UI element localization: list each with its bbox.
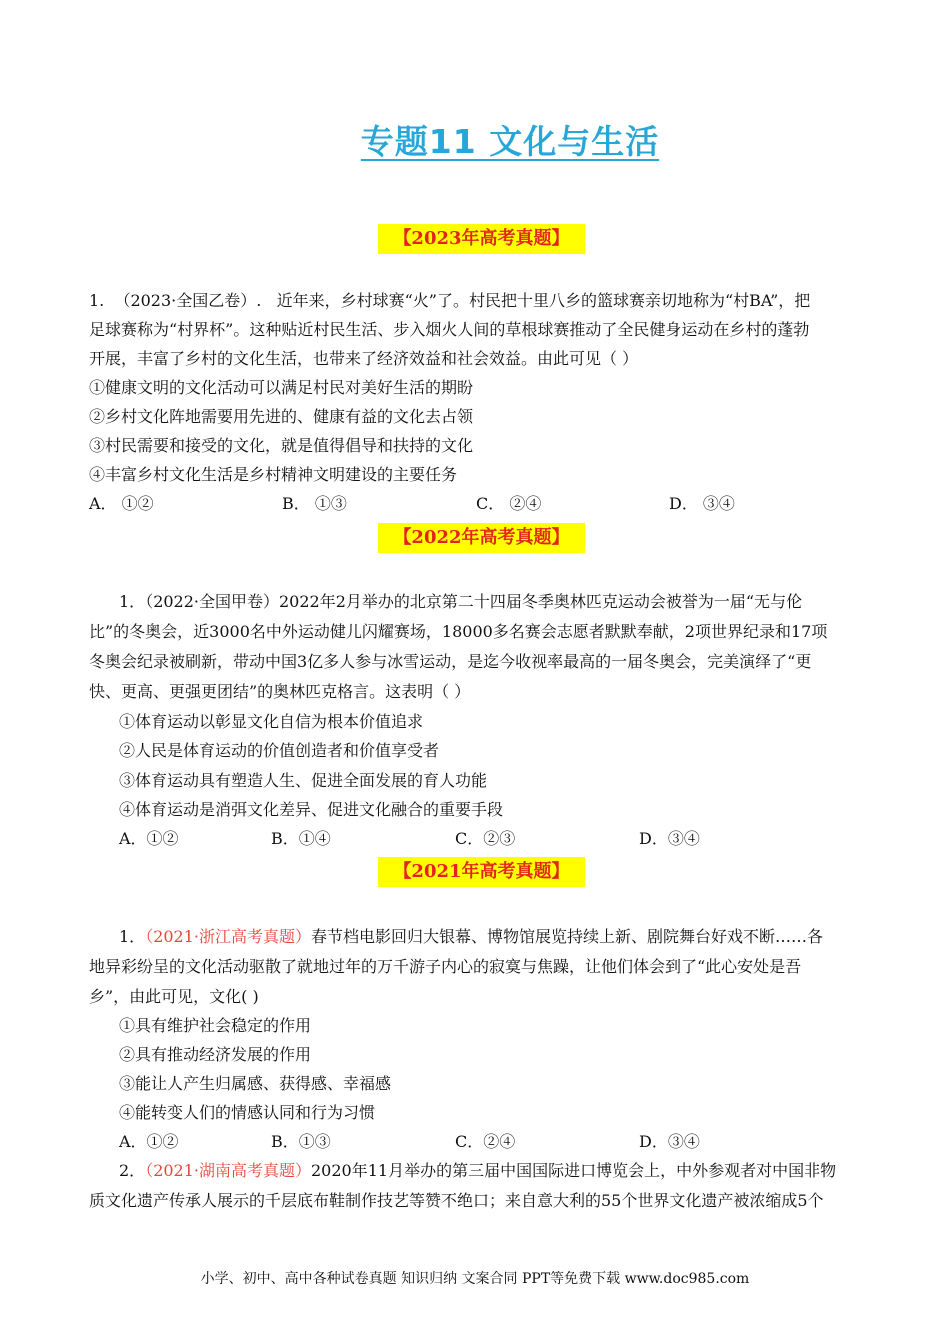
- section-banner-2021: 【2021年高考真题】: [378, 857, 585, 887]
- statement-item: ①体育运动以彰显文化自信为根本价值追求: [119, 712, 424, 731]
- statement-item: ①具有维护社会稳定的作用: [119, 1016, 312, 1035]
- question-text: 2020年11月举办的第三届中国国际进口博览会上，中外参观者对中国非物: [311, 1161, 837, 1180]
- option-c: C．②④: [455, 1132, 516, 1151]
- option-c: C． ②④: [476, 494, 542, 513]
- question-2021-1-line-3: 乡”，由此可见，文化( ): [89, 987, 259, 1006]
- section-banner-2022: 【2022年高考真题】: [378, 523, 585, 553]
- question-2022-1-line-4: 快、更高、更强更团结”的奥林匹克格言。这表明（ ）: [89, 682, 471, 701]
- statement-item: ③体育运动具有塑造人生、促进全面发展的育人功能: [119, 771, 488, 790]
- statement-item: ③能让人产生归属感、获得感、幸福感: [119, 1074, 392, 1093]
- question-source: （2023·全国乙卷）.: [114, 291, 262, 310]
- question-2022-1-line-3: 冬奥会纪录被刷新，带动中国3亿多人参与冰雪运动，是迄今收视率最高的一届冬奥会，完美演绎了“更: [89, 652, 812, 671]
- page-footer: 小学、初中、高中各种试卷真题 知识归纳 文案合同 PPT等免费下载 www.doc985.com: [200, 1271, 750, 1287]
- page-title: 专题11 文化与生活: [360, 122, 660, 161]
- statement-item: ②人民是体育运动的价值创造者和价值享受者: [119, 741, 440, 760]
- question-source: （2021·湖南高考真题）: [145, 1161, 311, 1180]
- statement-item: ④体育运动是消弭文化差异、促进文化融合的重要手段: [119, 800, 504, 819]
- question-text: 2022年2月举办的北京第二十四届冬季奥林匹克运动会被誉为一届“无与伦: [279, 592, 803, 611]
- question-2023-1-line-3: 开展，丰富了乡村的文化生活，也带来了经济效益和社会效益。由此可见（ ）: [89, 349, 639, 368]
- option-b: B．①④: [271, 829, 331, 848]
- question-2021-1-line-2: 地异彩纷呈的文化活动驱散了就地过年的万千游子内心的寂寞与焦躁，让他们体会到了“此心安处是吾: [89, 957, 802, 976]
- question-number: 1．: [119, 592, 146, 611]
- question-2022-1-line-1: [119, 592, 802, 612]
- question-2021-2-line-1: [119, 1161, 836, 1181]
- question-text: 春节档电影回归大银幕、博物馆展览持续上新、剧院舞台好戏不断……各: [311, 927, 824, 946]
- option-a: A． ①②: [89, 494, 154, 513]
- option-d: D．③④: [639, 829, 700, 848]
- option-c: C．②③: [455, 829, 516, 848]
- question-2023-1-line-2: 足球赛称为“村界杯”。这种贴近村民生活、步入烟火人间的草根球赛推动了全民健身运动在乡村的蓬勃: [89, 320, 810, 339]
- question-number: 2．: [119, 1161, 146, 1180]
- question-source: （2022·全国甲卷）: [145, 592, 279, 611]
- statement-item: ①健康文明的文化活动可以满足村民对美好生活的期盼: [89, 378, 474, 397]
- question-2021-1-line-1: [119, 927, 823, 947]
- question-source: （2021·浙江高考真题）: [145, 927, 311, 946]
- statement-item: ②乡村文化阵地需要用先进的、健康有益的文化去占领: [89, 407, 474, 426]
- statement-item: ④丰富乡村文化生活是乡村精神文明建设的主要任务: [89, 465, 458, 484]
- option-b: B．①③: [271, 1132, 331, 1151]
- question-2023-1-line-1: [89, 291, 810, 311]
- statement-item: ③村民需要和接受的文化，就是值得倡导和扶持的文化: [89, 436, 474, 455]
- statement-item: ④能转变人们的情感认同和行为习惯: [119, 1103, 376, 1122]
- option-b: B． ①③: [282, 494, 347, 513]
- question-2022-1-line-2: 比”的冬奥会，近3000名中外运动健儿闪耀赛场，18000多名赛会志愿者默默奉献，2项世界纪录和17项: [89, 622, 828, 641]
- option-d: D． ③④: [669, 494, 735, 513]
- question-2021-2-line-2: 质文化遗产传承人展示的千层底布鞋制作技艺等赞不绝口；来自意大利的55个世界文化遗产被浓缩成5个: [89, 1191, 824, 1210]
- option-a: A．①②: [119, 829, 179, 848]
- question-text: 近年来，乡村球赛“火”了。村民把十里八乡的篮球赛亲切地称为“村BA”，把: [276, 291, 811, 310]
- statement-item: ②具有推动经济发展的作用: [119, 1045, 312, 1064]
- question-number: 1.: [89, 291, 105, 310]
- section-banner-2023: 【2023年高考真题】: [378, 224, 585, 254]
- option-d: D．③④: [639, 1132, 700, 1151]
- question-number: 1．: [119, 927, 146, 946]
- option-a: A．①②: [119, 1132, 179, 1151]
